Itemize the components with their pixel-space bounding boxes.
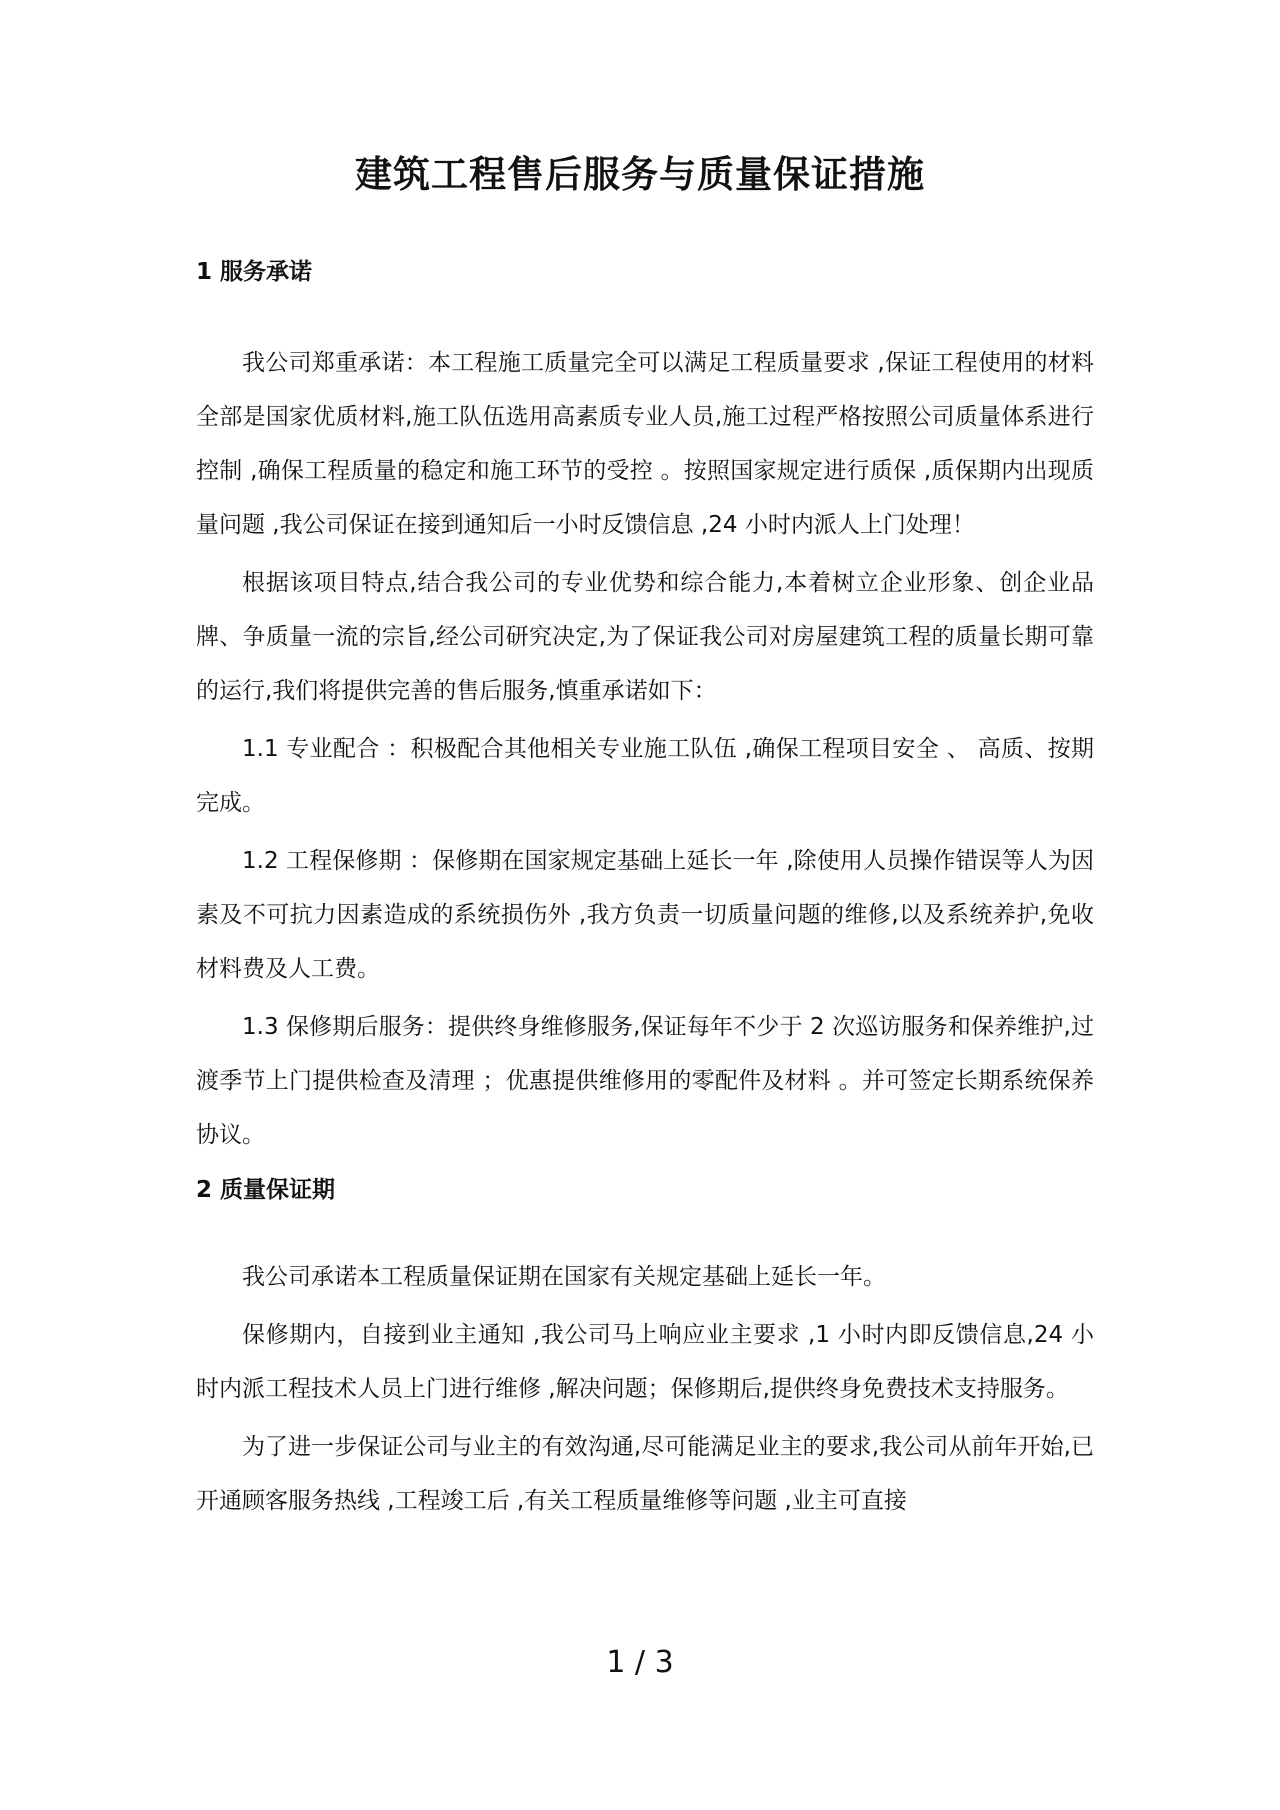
document-title: 建筑工程售后服务与质量保证措施 [355,153,925,196]
paragraph: 1.1 专业配合 ：积极配合其他相关专业施工队伍 ,确保工程项目安全 、 高质、按期完成。 [196,736,1094,816]
paragraph: 为了进一步保证公司与业主的有效沟通,尽可能满足业主的要求,我公司从前年开始,已开通顾客服务热线 ,工程竣工后 ,有关工程质量维修等问题 ,业主可直接 [196,1434,1094,1514]
paragraph: 根据该项目特点,结合我公司的专业优势和综合能力,本着树立企业形象、创企业品牌、争质量一流的宗旨,经公司研究决定,为了保证我公司对房屋建筑工程的质量长期可靠的运行,我们将提供完善的售后服务,慎重承诺如下： [196,570,1094,704]
document-body [196,252,1094,1528]
paragraph: 1.2 工程保修期 ：保修期在国家规定基础上延长一年 ,除使用人员操作错误等人为因素及不可抗力因素造成的系统损伤外 ,我方负责一切质量问题的维修,以及系统养护,免收材料费及人工费。 [196,848,1094,982]
paragraph: 保修期内，自接到业主通知 ,我公司马上响应业主要求 ,1 小时内即反馈信息,24 小时内派工程技术人员上门进行维修 ,解决问题；保修期后,提供终身免费技术支持服务。 [196,1322,1094,1402]
section-heading-service-commitment: 1 服务承诺 [196,259,313,285]
paragraph: 我公司承诺本工程质量保证期在国家有关规定基础上延长一年。 [242,1264,886,1290]
paragraph: 1.3 保修期后服务：提供终身维修服务,保证每年不少于 2 次巡访服务和保养维护,过渡季节上门提供检查及清理 ；优惠提供维修用的零配件及材料 。并可签定长期系统保养协议。 [196,1014,1094,1148]
page-number: 1 / 3 [606,1645,674,1680]
section-heading-quality-warranty: 2 质量保证期 [196,1177,336,1203]
paragraph: 我公司郑重承诺：本工程施工质量完全可以满足工程质量要求 ,保证工程使用的材料全部是国家优质材料,施工队伍选用高素质专业人员,施工过程严格按照公司质量体系进行控制 ,确保工程质量的稳定和施工环节的受控 。按照国家规定进行质保 ,质保期内出现质量问题 ,我公司保证在接到通知后一小时反馈信息 ,24 小时内派人上门处理！ [196,350,1094,538]
